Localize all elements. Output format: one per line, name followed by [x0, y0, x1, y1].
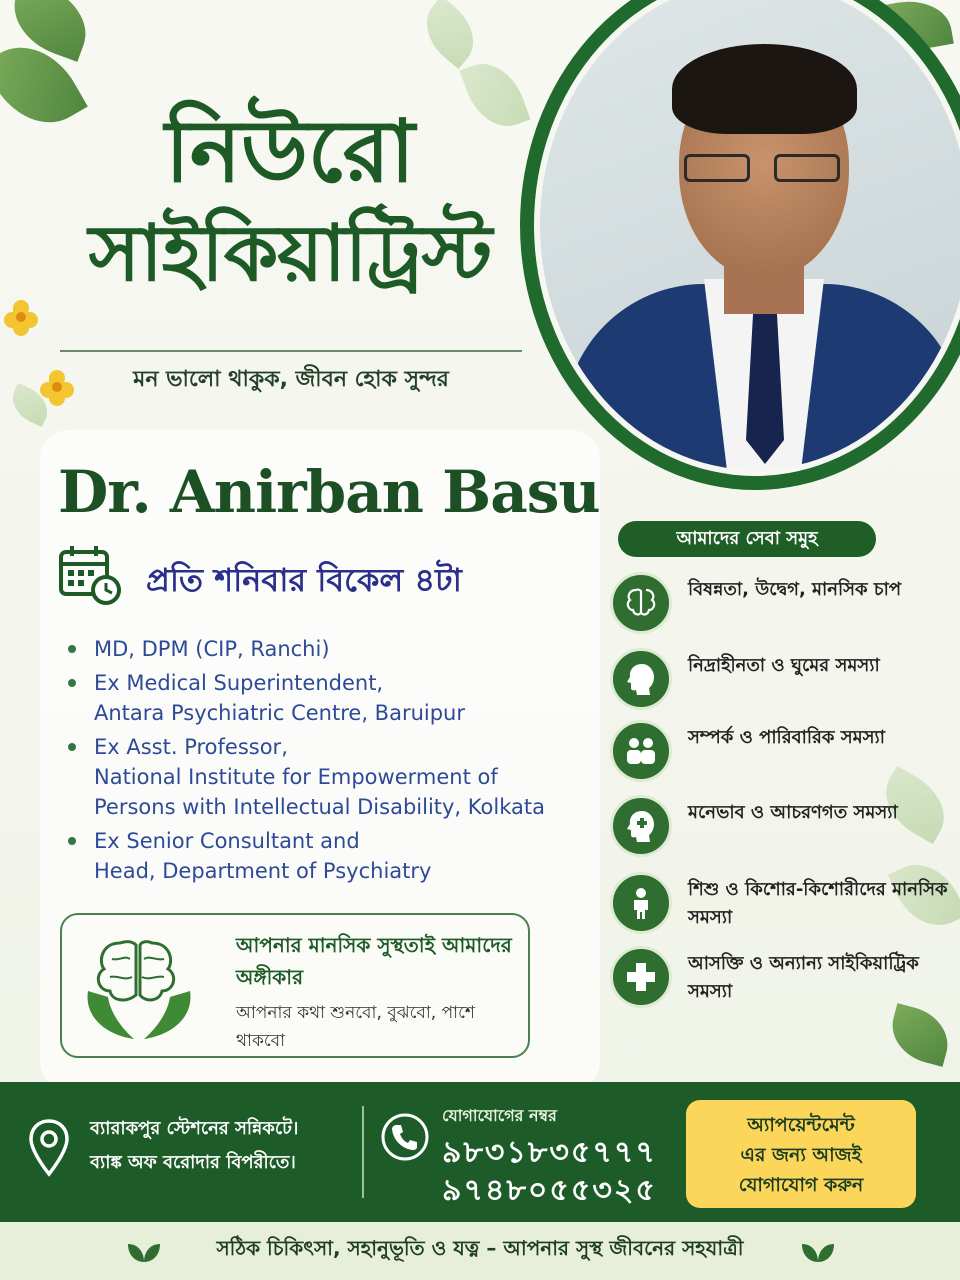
- flower-decoration: [4, 300, 38, 334]
- title-divider: [60, 350, 522, 352]
- title-line-1: নিউরো: [165, 102, 415, 202]
- service-item: [610, 795, 950, 859]
- service-label: সম্পর্ক ও পারিবারিক সমস্যা: [688, 727, 885, 748]
- footer-tagline: সঠিক চিকিৎসা, সহানুভূতি ও যত্ন – আপনার সুস্থ জীবনের সহযাত্রী: [216, 1236, 744, 1260]
- qualification-item: Ex Asst. Professor, National Institute for Empowerment of Persons with Intellectual Disability, Kolkata: [66, 732, 576, 822]
- service-label: শিশু ও কিশোর-কিশোরীদের মানসিক সমস্যা: [688, 879, 948, 928]
- service-item: [610, 872, 950, 936]
- service-item: [610, 572, 950, 636]
- head-puzzle-icon: [610, 795, 672, 857]
- child-icon: [610, 872, 672, 934]
- qualification-item: MD, DPM (CIP, Ranchi): [66, 634, 576, 664]
- doctor-photo: [520, 0, 960, 490]
- qualifications-list: [66, 634, 576, 890]
- sprout-icon: [798, 1238, 838, 1264]
- qualification-item: Ex Senior Consultant and Head, Department of Psychiatry: [66, 826, 576, 886]
- phone-icon: [380, 1112, 430, 1162]
- qualification-item: Ex Medical Superintendent, Antara Psychiatric Centre, Baruipur: [66, 668, 576, 728]
- title-line-2: সাইকিয়াট্রিস্ট: [88, 209, 492, 299]
- service-label: মনেভাব ও আচরণগত সমস্যা: [688, 802, 898, 823]
- service-item: [610, 946, 950, 1010]
- page-title: [40, 100, 540, 304]
- appointment-cta[interactable]: অ্যাপয়েন্টমেন্ট এর জন্য আজই যোগাযোগ করুন: [686, 1100, 916, 1208]
- leaf-decoration: [413, 0, 488, 69]
- location-pin-icon: [26, 1118, 72, 1178]
- address-line-1: ব্যারাকপুর স্টেশনের সন্নিকটে।: [90, 1118, 299, 1139]
- head-profile-icon: [610, 648, 672, 710]
- address: [90, 1112, 350, 1180]
- promise-box: [60, 913, 530, 1058]
- phone-number-2[interactable]: ৯৭৪৮০৫৫৩২৫: [442, 1173, 657, 1208]
- medical-cross-icon: [610, 946, 672, 1008]
- brain-icon: [610, 572, 672, 634]
- services-header: আমাদের সেবা সমুহ: [618, 521, 876, 557]
- service-label: আসক্তি ও অন্যান্য সাইকিয়াট্রিক সমস্যা: [688, 953, 919, 1002]
- tagline: মন ভালো থাকুক, জীবন হোক সুন্দর: [133, 367, 449, 392]
- phone-number-1[interactable]: ৯৮৩১৮৩৫৭৭৭: [442, 1135, 657, 1170]
- promise-subtitle: আপনার কথা শুনবো, বুঝবো, পাশে থাকবো: [236, 1003, 475, 1051]
- schedule-text: প্রতি শনিবার বিকেল ৪টা: [146, 561, 462, 599]
- promise-title: আপনার মানসিক সুস্থতাই আমাদের অঙ্গীকার: [236, 933, 512, 989]
- family-icon: [610, 720, 672, 782]
- doctor-name: Dr. Anirban Basu: [58, 458, 600, 526]
- address-line-2: ব্যাঙ্ক অফ বরোদার বিপরীতে।: [90, 1152, 296, 1173]
- band-divider: [362, 1106, 364, 1198]
- calendar-clock-icon: [58, 544, 122, 606]
- service-item: [610, 720, 950, 784]
- service-label: বিষন্নতা, উদ্বেগ, মানসিক চাপ: [688, 579, 902, 600]
- leaf-decoration: [885, 1003, 956, 1067]
- phone-label: যোগাযোগের নম্বর: [442, 1106, 557, 1125]
- brain-in-hands-icon: [80, 931, 198, 1046]
- service-item: [610, 648, 950, 712]
- service-label: নিদ্রাহীনতা ও ঘুমের সমস্যা: [688, 655, 880, 676]
